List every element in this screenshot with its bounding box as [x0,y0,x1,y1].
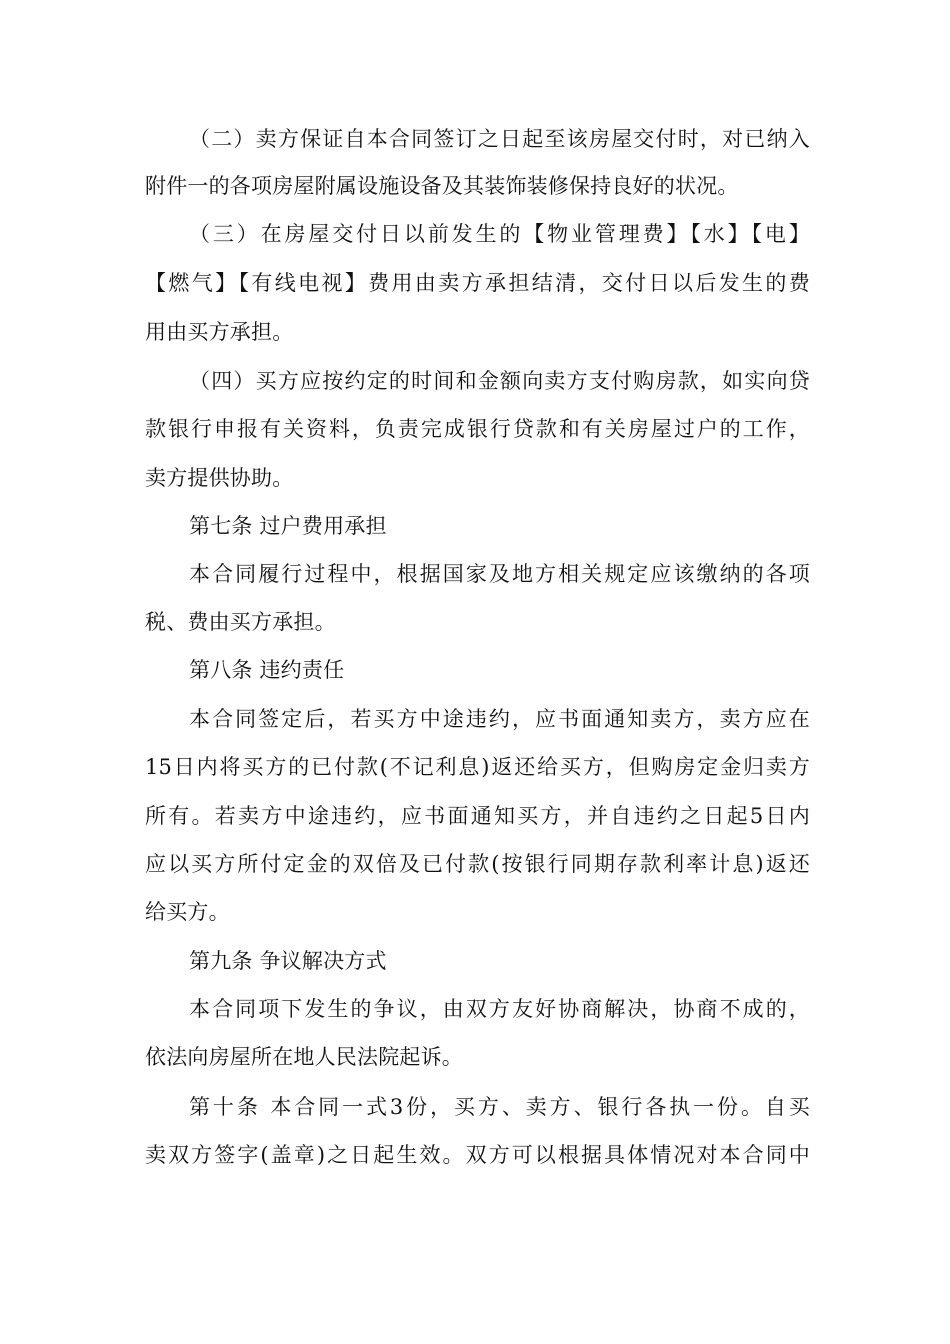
clause-6-item-2-line-1: （二）卖方保证自本合同签订之日起至该房屋交付时，对已纳入 [189,127,810,151]
clause-7-body-line-1: 本合同履行过程中，根据国家及地方相关规定应该缴纳的各项 [189,562,810,586]
clause-6-item-4-line-2: 款银行申报有关资料，负责完成银行贷款和有关房屋过户的工作， [145,417,810,441]
clause-6-item-2-line-2: 附件一的各项房屋附属设施设备及其装饰装修保持良好的状况。 [145,174,739,198]
clause-9-heading: 第九条 争议解决方式 [189,949,387,973]
clause-6-item-4-line-1: （四）买方应按约定的时间和金额向卖方支付购房款，如实向贷 [189,369,810,393]
clause-6-item-4-line-3: 卖方提供协助。 [145,466,294,490]
clause-10-line-2: 卖双方签字(盖章)之日起生效。双方可以根据具体情况对本合同中 [145,1143,810,1167]
clause-8-heading: 第八条 违约责任 [189,658,345,682]
clause-10-line-1: 第十条 本合同一式3份，买方、卖方、银行各执一份。自买 [189,1095,810,1119]
clause-8-body-line-3: 所有。若卖方中途违约，应书面通知买方，并自违约之日起5日内 [145,804,810,828]
clause-6-item-3-line-1: （三）在房屋交付日以前发生的【物业管理费】【水】【电】 [189,222,810,246]
clause-6-item-3-line-3: 用由买方承担。 [145,320,294,344]
clause-9-body-line-2: 依法向房屋所在地人民法院起诉。 [145,1045,463,1069]
clause-9-body-line-1: 本合同项下发生的争议，由双方友好协商解决，协商不成的， [189,997,810,1021]
clause-8-body-line-5: 给买方。 [145,900,230,924]
clause-8-body-line-2: 15日内将买方的已付款(不记利息)返还给买方，但购房定金归卖方 [145,755,810,779]
clause-6-item-3-line-2: 【燃气】【有线电视】费用由卖方承担结清，交付日以后发生的费 [145,271,810,295]
clause-7-heading: 第七条 过户费用承担 [189,514,387,538]
clause-7-body-line-2: 税、费由买方承担。 [145,610,336,634]
clause-8-body-line-4: 应以买方所付定金的双倍及已付款(按银行同期存款利率计息)返还 [145,852,810,876]
clause-8-body-line-1: 本合同签定后，若买方中途违约，应书面通知卖方，卖方应在 [189,707,810,731]
